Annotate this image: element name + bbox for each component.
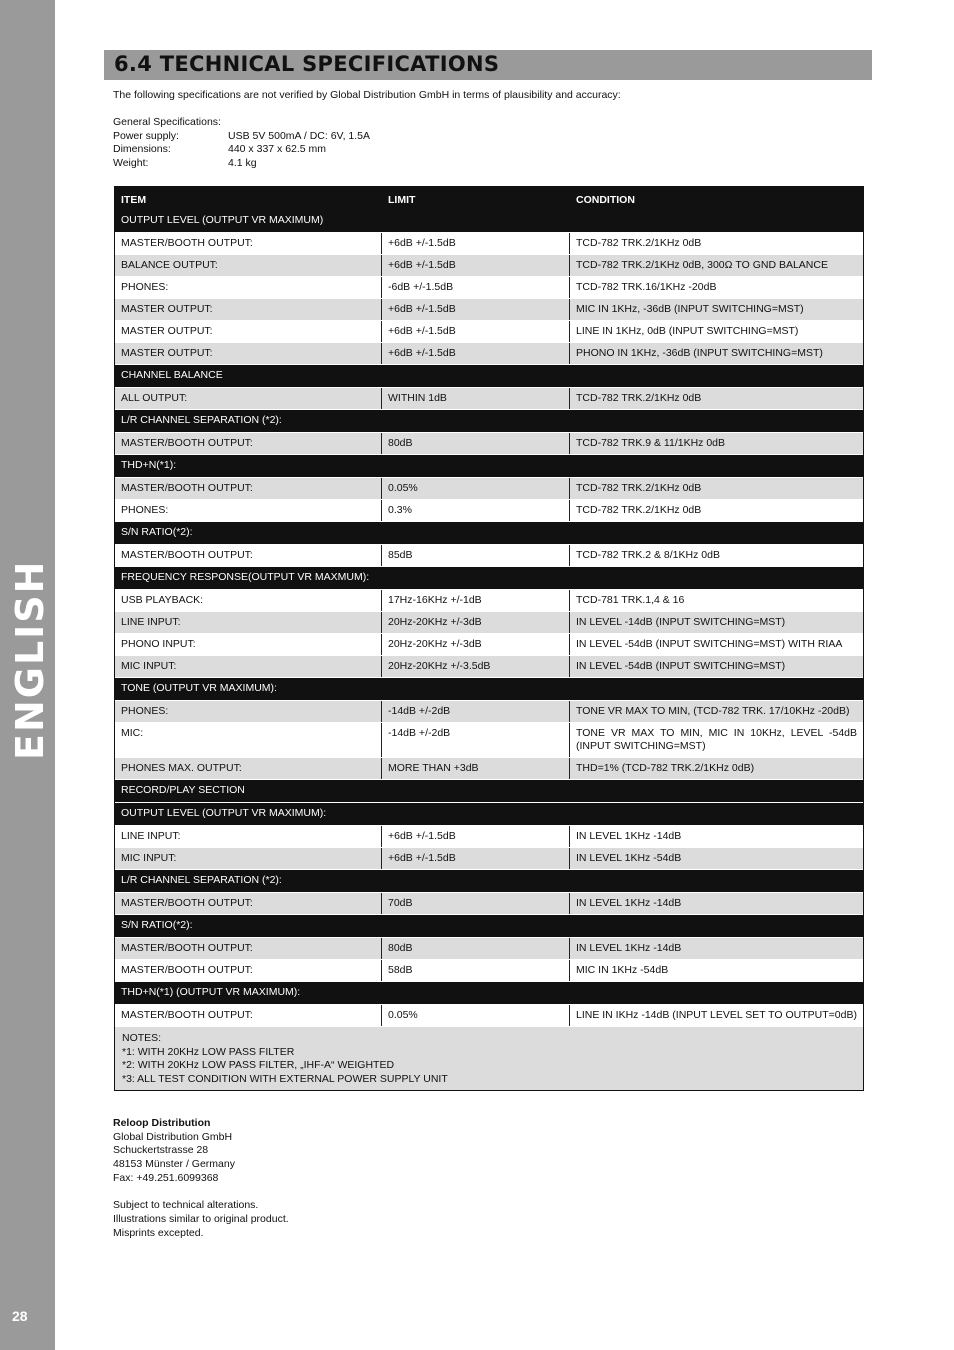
cell-limit: -14dB +/-2dB	[382, 723, 570, 757]
cell-limit: 17Hz-16KHz +/-1dB	[382, 590, 570, 611]
section-title: OUTPUT LEVEL (OUTPUT VR MAXIMUM)	[121, 214, 324, 226]
section-row	[115, 210, 863, 232]
cell-item: MASTER/BOOTH OUTPUT:	[115, 960, 382, 981]
footer-line: 48153 Münster / Germany	[113, 1158, 235, 1171]
cell-item: LINE INPUT:	[115, 612, 382, 633]
cell-item: PHONES:	[115, 277, 382, 298]
cell-limit: +6dB +/-1.5dB	[382, 343, 570, 364]
table-row	[115, 633, 863, 655]
note-line: *1: WITH 20KHz LOW PASS FILTER	[122, 1045, 295, 1058]
cell-limit: 0.05%	[382, 1005, 570, 1026]
table-row	[115, 499, 863, 521]
page-number: 28	[12, 1308, 28, 1324]
section-row	[115, 364, 863, 387]
cell-item: PHONO INPUT:	[115, 634, 382, 655]
footer-line: Schuckertstrasse 28	[113, 1144, 209, 1157]
heading-bar	[104, 50, 872, 80]
general-label: Dimensions:	[113, 143, 171, 156]
cell-limit: 70dB	[382, 893, 570, 914]
cell-limit: MORE THAN +3dB	[382, 758, 570, 779]
table-row	[115, 700, 863, 722]
table-row	[115, 892, 863, 914]
cell-condition: IN LEVEL -54dB (INPUT SWITCHING=MST) WITH RIAA	[576, 638, 843, 650]
cell-condition: IN LEVEL 1KHz -14dB	[576, 897, 682, 909]
cell-limit: -6dB +/-1.5dB	[382, 277, 570, 298]
cell-item: MASTER/BOOTH OUTPUT:	[115, 545, 382, 566]
disclaimer-line: Illustrations similar to original product.	[113, 1212, 289, 1225]
cell-limit: 0.3%	[382, 500, 570, 521]
cell-limit: 80dB	[382, 433, 570, 454]
table-notes	[115, 1026, 863, 1090]
cell-limit: +6dB +/-1.5dB	[382, 848, 570, 869]
section-title: RECORD/PLAY SECTION	[121, 784, 245, 796]
section-title: S/N RATIO(*2):	[121, 919, 193, 931]
section-title: TONE (OUTPUT VR MAXIMUM):	[121, 682, 277, 694]
disclaimer-line: Subject to technical alterations.	[113, 1199, 259, 1212]
section-title: THD+N(*1):	[121, 459, 177, 471]
table-row	[115, 655, 863, 677]
cell-limit: +6dB +/-1.5dB	[382, 321, 570, 342]
cell-item: USB PLAYBACK:	[115, 590, 382, 611]
header-item: ITEM	[121, 194, 147, 206]
note-line: NOTES:	[122, 1032, 162, 1044]
cell-condition: IN LEVEL 1KHz -14dB	[576, 830, 682, 842]
cell-limit: +6dB +/-1.5dB	[382, 255, 570, 276]
cell-item: PHONES:	[115, 701, 382, 722]
table-row	[115, 387, 863, 409]
section-title: CHANNEL BALANCE	[121, 369, 223, 381]
cell-limit: +6dB +/-1.5dB	[382, 233, 570, 254]
footer-line: Global Distribution GmbH	[113, 1130, 233, 1143]
table-row	[115, 432, 863, 454]
cell-limit: +6dB +/-1.5dB	[382, 826, 570, 847]
general-specifications	[113, 116, 370, 171]
cell-condition: IN LEVEL 1KHz -14dB	[576, 942, 682, 954]
cell-item: PHONES MAX. OUTPUT:	[115, 758, 382, 779]
cell-condition: TONE VR MAX TO MIN, (TCD-782 TRK. 17/10KHz -20dB)	[576, 705, 850, 717]
section-row	[115, 981, 863, 1004]
section-row	[115, 454, 863, 477]
section-row	[115, 409, 863, 432]
cell-condition: THD=1% (TCD-782 TRK.2/1KHz 0dB)	[576, 762, 755, 774]
cell-condition: TCD-782 TRK.16/1KHz -20dB	[576, 281, 717, 293]
table-row	[115, 298, 863, 320]
cell-limit: 20Hz-20KHz +/-3dB	[382, 634, 570, 655]
general-rows	[113, 130, 370, 171]
cell-condition: MIC IN 1KHz, -36dB (INPUT SWITCHING=MST)	[576, 303, 804, 315]
section-row	[115, 677, 863, 700]
header-limit: LIMIT	[388, 194, 416, 206]
general-label: Power supply:	[113, 129, 179, 142]
general-row	[113, 157, 370, 171]
cell-condition: LINE IN 1KHz, 0dB (INPUT SWITCHING=MST)	[576, 325, 799, 337]
cell-item: MASTER/BOOTH OUTPUT:	[115, 1005, 382, 1026]
cell-item: MIC:	[115, 723, 382, 757]
section-title: L/R CHANNEL SEPARATION (*2):	[121, 414, 282, 426]
table-row	[115, 757, 863, 779]
cell-condition: TCD-782 TRK.2/1KHz 0dB	[576, 237, 702, 249]
table-row	[115, 825, 863, 847]
cell-limit: WITHIN 1dB	[382, 388, 570, 409]
language-label: ENGLISH	[8, 559, 52, 760]
cell-item: MASTER/BOOTH OUTPUT:	[115, 938, 382, 959]
table-row	[115, 276, 863, 298]
cell-condition: LINE IN IKHz -14dB (INPUT LEVEL SET TO OUTPUT=0dB)	[576, 1009, 857, 1021]
spec-table	[114, 186, 864, 1091]
table-header	[115, 187, 863, 210]
cell-condition: IN LEVEL 1KHz -54dB	[576, 852, 682, 864]
cell-item: MASTER/BOOTH OUTPUT:	[115, 433, 382, 454]
cell-condition: TCD-782 TRK.2 & 8/1KHz 0dB	[576, 549, 720, 561]
section-row	[115, 802, 863, 825]
cell-item: BALANCE OUTPUT:	[115, 255, 382, 276]
cell-limit: +6dB +/-1.5dB	[382, 299, 570, 320]
cell-condition: PHONO IN 1KHz, -36dB (INPUT SWITCHING=MST)	[576, 347, 823, 359]
cell-condition: MIC IN 1KHz -54dB	[576, 964, 669, 976]
cell-limit: 20Hz-20KHz +/-3.5dB	[382, 656, 570, 677]
cell-limit: 0.05%	[382, 478, 570, 499]
sidebar	[0, 0, 55, 1350]
table-row	[115, 320, 863, 342]
cell-condition: TCD-782 TRK.2/1KHz 0dB	[576, 392, 702, 404]
cell-item: MASTER OUTPUT:	[115, 343, 382, 364]
footer	[113, 1117, 289, 1240]
cell-limit: -14dB +/-2dB	[382, 701, 570, 722]
table-body	[115, 210, 863, 1026]
cell-item: MASTER/BOOTH OUTPUT:	[115, 478, 382, 499]
footer-disclaimer	[113, 1199, 289, 1240]
section-row	[115, 869, 863, 892]
table-row	[115, 342, 863, 364]
section-title: OUTPUT LEVEL (OUTPUT VR MAXIMUM):	[121, 807, 327, 819]
footer-company: Reloop Distribution	[113, 1117, 211, 1129]
cell-item: MASTER OUTPUT:	[115, 321, 382, 342]
disclaimer-line: Misprints excepted.	[113, 1226, 204, 1239]
general-value: 4.1 kg	[228, 157, 257, 170]
section-title: FREQUENCY RESPONSE(OUTPUT VR MAXMUM):	[121, 571, 370, 583]
table-row	[115, 477, 863, 499]
cell-limit: 20Hz-20KHz +/-3dB	[382, 612, 570, 633]
note-line: *2: WITH 20KHz LOW PASS FILTER, „IHF-A“ WEIGHTED	[122, 1059, 395, 1072]
section-title: THD+N(*1) (OUTPUT VR MAXIMUM):	[121, 986, 301, 998]
cell-condition: TCD-782 TRK.2/1KHz 0dB, 300Ω TO GND BALANCE	[576, 259, 828, 271]
general-label: Weight:	[113, 157, 149, 170]
section-row	[115, 914, 863, 937]
cell-condition: TONE VR MAX TO MIN, MIC IN 10KHz, LEVEL -54dB (INPUT SWITCHING=MST)	[576, 727, 857, 752]
cell-item: ALL OUTPUT:	[115, 388, 382, 409]
cell-condition: IN LEVEL -14dB (INPUT SWITCHING=MST)	[576, 616, 786, 628]
general-row	[113, 130, 370, 144]
cell-condition: TCD-782 TRK.2/1KHz 0dB	[576, 482, 702, 494]
general-row	[113, 143, 370, 157]
general-value: 440 x 337 x 62.5 mm	[228, 143, 327, 156]
cell-item: PHONES:	[115, 500, 382, 521]
general-value: USB 5V 500mA / DC: 6V, 1.5A	[228, 129, 371, 142]
section-row	[115, 521, 863, 544]
cell-condition: TCD-781 TRK.1,4 & 16	[576, 594, 685, 606]
cell-item: LINE INPUT:	[115, 826, 382, 847]
cell-limit: 85dB	[382, 545, 570, 566]
table-row	[115, 847, 863, 869]
cell-item: MASTER/BOOTH OUTPUT:	[115, 893, 382, 914]
table-row	[115, 722, 863, 757]
table-row	[115, 1004, 863, 1026]
page-title: 6.4 TECHNICAL SPECIFICATIONS	[114, 52, 500, 76]
cell-limit: 58dB	[382, 960, 570, 981]
table-row	[115, 611, 863, 633]
table-row	[115, 589, 863, 611]
section-row	[115, 779, 863, 802]
section-row	[115, 566, 863, 589]
cell-condition: IN LEVEL -54dB (INPUT SWITCHING=MST)	[576, 660, 786, 672]
cell-limit: 80dB	[382, 938, 570, 959]
table-row	[115, 232, 863, 254]
table-row	[115, 254, 863, 276]
section-title: S/N RATIO(*2):	[121, 526, 193, 538]
footer-line: Fax: +49.251.6099368	[113, 1171, 219, 1184]
table-row	[115, 959, 863, 981]
header-condition: CONDITION	[576, 194, 635, 206]
general-title: General Specifications:	[113, 116, 221, 128]
cell-item: MASTER/BOOTH OUTPUT:	[115, 233, 382, 254]
cell-condition: TCD-782 TRK.9 & 11/1KHz 0dB	[576, 437, 726, 449]
section-title: L/R CHANNEL SEPARATION (*2):	[121, 874, 282, 886]
cell-item: MASTER OUTPUT:	[115, 299, 382, 320]
cell-item: MIC INPUT:	[115, 848, 382, 869]
cell-condition: TCD-782 TRK.2/1KHz 0dB	[576, 504, 702, 516]
footer-address	[113, 1131, 289, 1186]
intro-text: The following specifications are not verified by Global Distribution GmbH in terms of plausibility and accuracy:	[113, 89, 621, 101]
table-row	[115, 937, 863, 959]
table-row	[115, 544, 863, 566]
note-line: *3: ALL TEST CONDITION WITH EXTERNAL POWER SUPPLY UNIT	[122, 1072, 448, 1085]
cell-item: MIC INPUT:	[115, 656, 382, 677]
